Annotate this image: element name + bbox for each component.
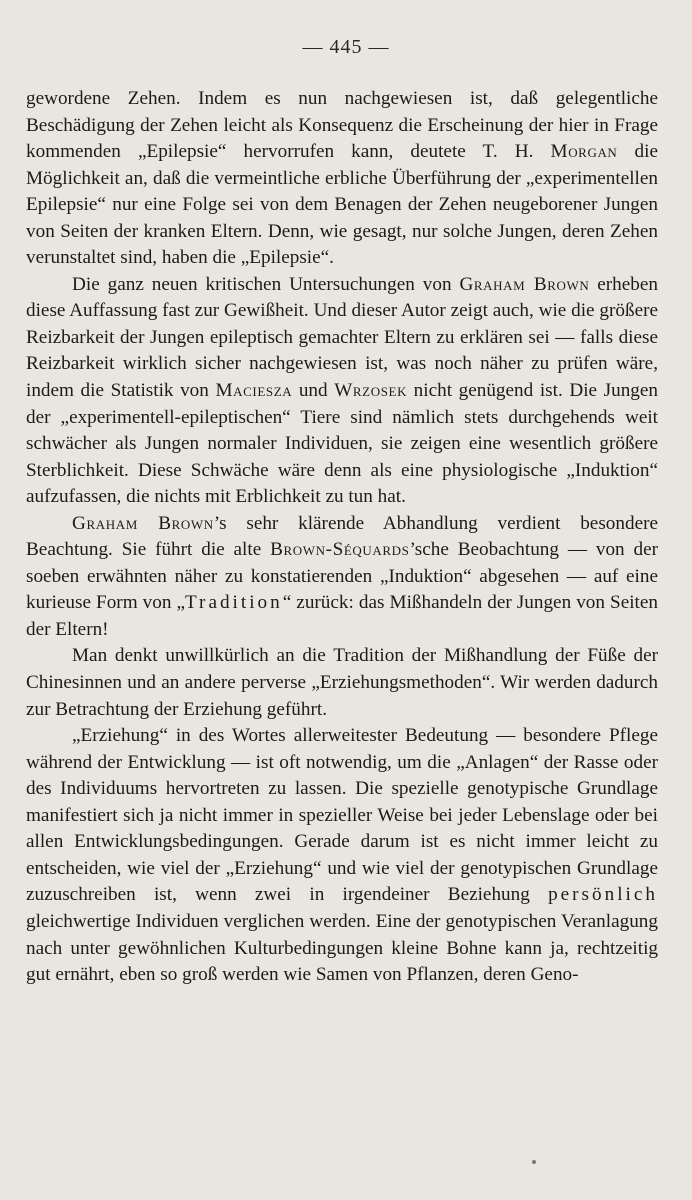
emphasized-text: Tradition — [185, 592, 283, 614]
text-run: nicht genügend ist. Die Jungen der „experimentell-epileptischen“ Tiere sind nämlich stets durchgehends weit schwächer als Jungen normaler Individuen, sie zeigen eine wesentlich größere Sterblichkeit. Diese Schwäche wäre denn als eine physiologische „Induktion“ aufzufassen, die nichts mit Erblichkeit zu tun hat. — [26, 380, 659, 508]
text-run: gewordene Zehen. Indem es nun nachgewiesen ist, daß gelegentliche Beschädigung der Zehen leicht als Konsequenz die Erscheinung der hier in Frage kommenden „Epilepsie“ hervorrufen kann, deutete T. H. — [26, 88, 658, 163]
author-name: Brown-Séquards — [270, 539, 410, 561]
paragraph-p3 — [26, 511, 658, 644]
author-name: Morgan — [550, 141, 618, 163]
page-number: — 445 — — [302, 36, 390, 58]
text-run: Die ganz neuen kritischen Untersuchungen von — [72, 273, 460, 295]
text-run: die Möglichkeit an, daß die vermeintliche erbliche Überführung der „experimentellen Epilepsie“ nur eine Folge sei von dem Benagen der Zehen neugeborener Jungen von Seiten der kranken Eltern. Denn, wie gesagt, nur solche Jungen, deren Zehen verunstaltet sind, haben die „Epilepsie“. — [26, 141, 658, 269]
body-text — [26, 86, 658, 989]
author-name: Maciesza — [215, 380, 293, 402]
paper-speck — [532, 1160, 536, 1164]
text-run: gleichwertige Individuen verglichen werden. Eine der genotypischen Veranlagung nach unter gewöhnlichen Kulturbedingungen kleine Bohne kann ja, rechtzeitig gut ernährt, eben so groß werden wie Samen von Pflanzen, deren Geno- — [26, 910, 658, 986]
author-name: Graham Brown — [72, 512, 214, 534]
paragraph-p5 — [26, 723, 658, 988]
paragraph-p1 — [26, 86, 658, 272]
text-run: Man denkt unwillkürlich an die Tradition der Mißhandlung der Füße der Chinesinnen und an andere perverse „Erziehungsmethoden“. Wir werden dadurch zur Betrachtung der Erziehung geführt. — [26, 645, 658, 720]
emphasized-text: persönlich — [548, 884, 658, 906]
text-run: „Erziehung“ in des Wortes allerweitester Bedeutung — besondere Pflege während der Entwicklung — ist oft notwendig, um die „Anlagen“ der Rasse oder des Individuums hervortreten zu lassen. Die spezielle genotypische Grundlage manifestiert sich ja nicht immer in spezieller Weise bei jeder Lebenslage oder bei allen Entwicklungsbedingungen. Gerade darum ist es nicht immer leicht zu entscheiden, wie viel der „Erziehung“ und wie viel der genotypischen Grundlage zuzuschreiben ist, wenn zwei in irgendeiner Beziehung — [26, 725, 658, 906]
author-name: Graham Brown — [459, 273, 590, 295]
author-name: Wrzosek — [334, 380, 408, 402]
text-run: ’s sehr klärende Abhandlung verdient besondere Beachtung. Sie führt die alte — [26, 512, 658, 561]
text-run: erheben diese Auffassung fast zur Gewißheit. Und dieser Autor zeigt auch, wie die größere Reizbarkeit der Jungen epileptisch gemachter Eltern zu erklären sei — falls diese Reizbarkeit wirklich sicher nachgewiesen ist, was noch näher zu prüfen wäre, indem die Statistik von — [26, 273, 658, 402]
text-run: “ zurück: das Mißhandeln der Jungen von Seiten der Eltern! — [26, 592, 658, 640]
text-run: ’sche Beobachtung — von der soeben erwähnten näher zu konstatierenden „Induktion“ abgesehen — auf eine kurieuse Form von „ — [26, 539, 658, 614]
text-run: und — [292, 380, 335, 402]
paragraph-p2 — [26, 272, 658, 511]
paragraph-p4 — [26, 643, 658, 723]
